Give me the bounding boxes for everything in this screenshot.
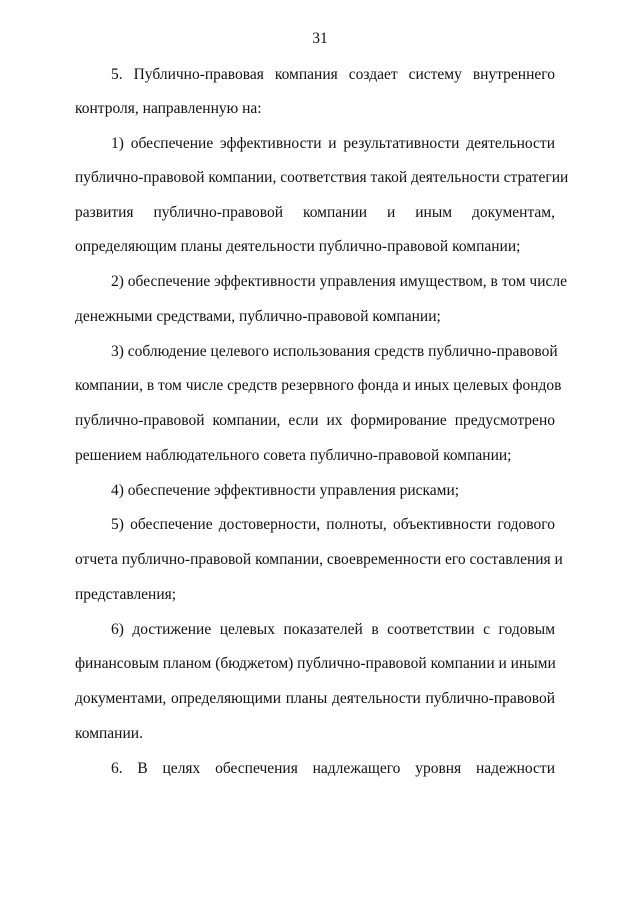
text-line: публично-правовой компании, если их формирование предусмотрено	[75, 412, 555, 429]
text-line: документами, определяющими планы деятельности публично-правовой	[75, 690, 555, 707]
text-line: 4) обеспечение эффективности управления рисками;	[111, 482, 460, 499]
text-line: денежными средствами, публично-правовой компании;	[75, 308, 441, 325]
text-line: решением наблюдательного совета публично-правовой компании;	[75, 447, 512, 464]
text-line: 1) обеспечение эффективности и результативности деятельности	[111, 135, 555, 152]
text-line: 6. В целях обеспечения надлежащего уровня надежности	[111, 760, 555, 777]
text-line: 2) обеспечение эффективности управления имуществом, в том числе	[111, 273, 567, 290]
text-line: определяющим планы деятельности публично-правовой компании;	[75, 238, 521, 255]
text-line: 5) обеспечение достоверности, полноты, объективности годового	[111, 516, 555, 533]
text-line: компании.	[75, 725, 143, 742]
text-line: контроля, направленную на:	[75, 100, 262, 117]
text-line: 6) достижение целевых показателей в соответствии с годовым	[111, 621, 555, 638]
text-line: отчета публично-правовой компании, своевременности его составления и	[75, 551, 563, 568]
page-number: 31	[312, 30, 328, 47]
text-line: развития публично-правовой компании и иным документам,	[75, 204, 555, 221]
text-line: компании, в том числе средств резервного фонда и иных целевых фондов	[75, 377, 562, 394]
text-line: представления;	[75, 586, 177, 603]
text-line: финансовым планом (бюджетом) публично-правовой компании и иными	[75, 655, 556, 672]
text-line: 5. Публично-правовая компания создает систему внутреннего	[111, 66, 555, 83]
text-line: 3) соблюдение целевого использования средств публично-правовой	[111, 343, 558, 360]
text-line: публично-правовой компании, соответствия такой деятельности стратегии	[75, 169, 569, 186]
